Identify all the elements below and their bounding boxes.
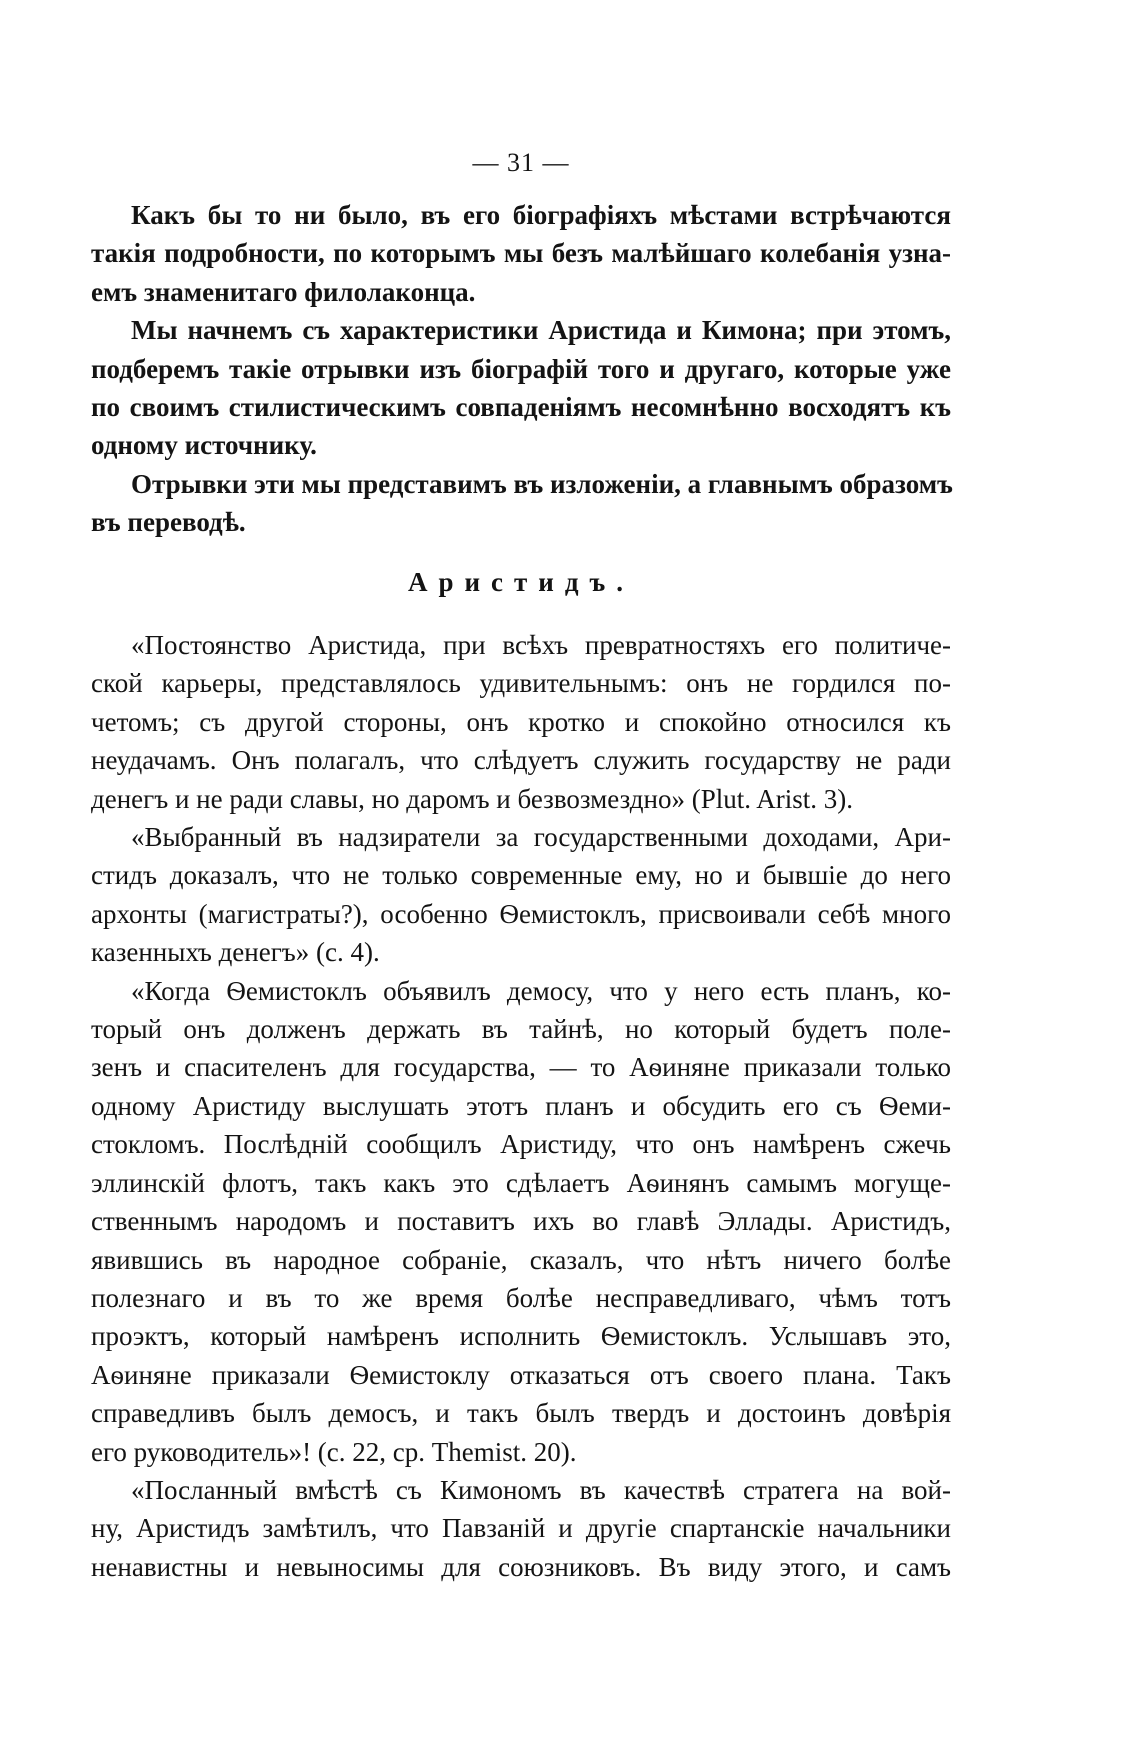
text-line: торый онъ долженъ держать въ тайнѣ, но который будетъ поле- xyxy=(91,1014,951,1045)
quote-paragraph xyxy=(91,626,951,818)
intro-text xyxy=(91,196,951,542)
text-line: «Постоянство Аристида, при всѣхъ превратностяхъ его политиче- xyxy=(131,630,951,660)
text-line: ской карьеры, представлялось удивительнымъ: онъ не гордился по- xyxy=(91,668,951,699)
intro-paragraph xyxy=(91,311,951,465)
text-line: одному Аристиду выслушать этотъ планъ и обсудить его съ Ѳеми- xyxy=(91,1090,951,1121)
text-line: «Когда Ѳемистоклъ объявилъ демосу, что у него есть планъ, ко- xyxy=(131,975,951,1006)
text-line: «Выбранный въ надзиратели за государственными доходами, Ари- xyxy=(131,822,951,853)
text-line: эллинскій флотъ, такъ какъ это сдѣлаетъ Аѳинянъ самымъ могуще- xyxy=(91,1167,951,1198)
intro-paragraph xyxy=(91,196,951,311)
text-line: архонты (магистраты?), особенно Ѳемистоклъ, присвоивали себѣ много xyxy=(91,898,951,929)
text-line: зенъ и спасителенъ для государства, — то Аѳиняне приказали только xyxy=(91,1052,951,1083)
text-line: казенныхъ денегъ» (с. 4). xyxy=(91,937,380,968)
text-line: ненавистны и невыносимы для союзниковъ. Въ виду этого, и самъ xyxy=(91,1551,951,1582)
text-line: проэктъ, который намѣренъ исполнить Ѳемистоклъ. Услышавъ это, xyxy=(91,1321,951,1352)
text-line: Аѳиняне приказали Ѳемистоклу отказаться отъ своего плана. Такъ xyxy=(91,1359,951,1390)
text-line: стидъ доказалъ, что не только современные ему, но и бывшіе до него xyxy=(91,860,951,891)
text-line: емъ знаменитаго филолаконца. xyxy=(91,276,476,307)
text-line: стокломъ. Послѣдній сообщилъ Аристиду, что онъ намѣренъ сжечь xyxy=(91,1129,951,1160)
quote-paragraph xyxy=(91,1471,951,1586)
text-line: четомъ; съ другой стороны, онъ кротко и спокойно относился къ xyxy=(91,706,951,737)
text-line: его руководитель»! (с. 22, ср. Themist. 20). xyxy=(91,1436,577,1467)
quote-paragraph xyxy=(91,818,951,972)
text-line: полезнаго и въ то же время болѣе несправедливаго, чѣмъ тотъ xyxy=(91,1282,951,1313)
text-line: Мы начнемъ съ характеристики Аристида и Кимона; при этомъ, xyxy=(131,315,951,346)
text-line: явившись въ народное собраніе, сказалъ, что нѣтъ ничего болѣе xyxy=(91,1244,951,1275)
text-line: справедливъ былъ демосъ, и такъ былъ твердъ и достоинъ довѣрія xyxy=(91,1398,951,1429)
text-line: ственнымъ народомъ и поставитъ ихъ во главѣ Эллады. Аристидъ, xyxy=(91,1206,951,1237)
text-line: Какъ бы то ни было, въ его біографіяхъ мѣстами встрѣчаются xyxy=(131,200,951,230)
intro-paragraph xyxy=(91,465,951,542)
text-line: неудачамъ. Онъ полагалъ, что слѣдуетъ служить государству не ради xyxy=(91,745,951,776)
text-line: одному источнику. xyxy=(91,430,317,461)
text-line: подберемъ такіе отрывки изъ біографій того и другаго, которые уже xyxy=(91,353,951,384)
text-line: «Посланный вмѣстѣ съ Кимономъ въ качествѣ стратега на вой- xyxy=(131,1474,951,1505)
text-line: въ переводѣ. xyxy=(91,507,246,538)
text-line: Отрывки эти мы представимъ въ изложеніи, а главнымъ образомъ xyxy=(131,468,953,499)
page-number: — 31 — xyxy=(472,148,570,177)
text-line: по своимъ стилистическимъ совпаденіямъ несомнѣнно восходятъ къ xyxy=(91,392,951,423)
quotes-text xyxy=(91,626,951,1586)
section-heading: Аристидъ. xyxy=(407,567,635,597)
quote-paragraph xyxy=(91,972,951,1471)
text-line: денегъ и не ради славы, но даромъ и безвозмездно» (Plut. Arist. 3). xyxy=(91,783,853,814)
text-line: такія подробности, по которымъ мы безъ малѣйшаго колебанія узна- xyxy=(91,238,951,269)
text-line: ну, Аристидъ замѣтилъ, что Павзаній и другіе спартанскіе начальники xyxy=(91,1513,951,1544)
